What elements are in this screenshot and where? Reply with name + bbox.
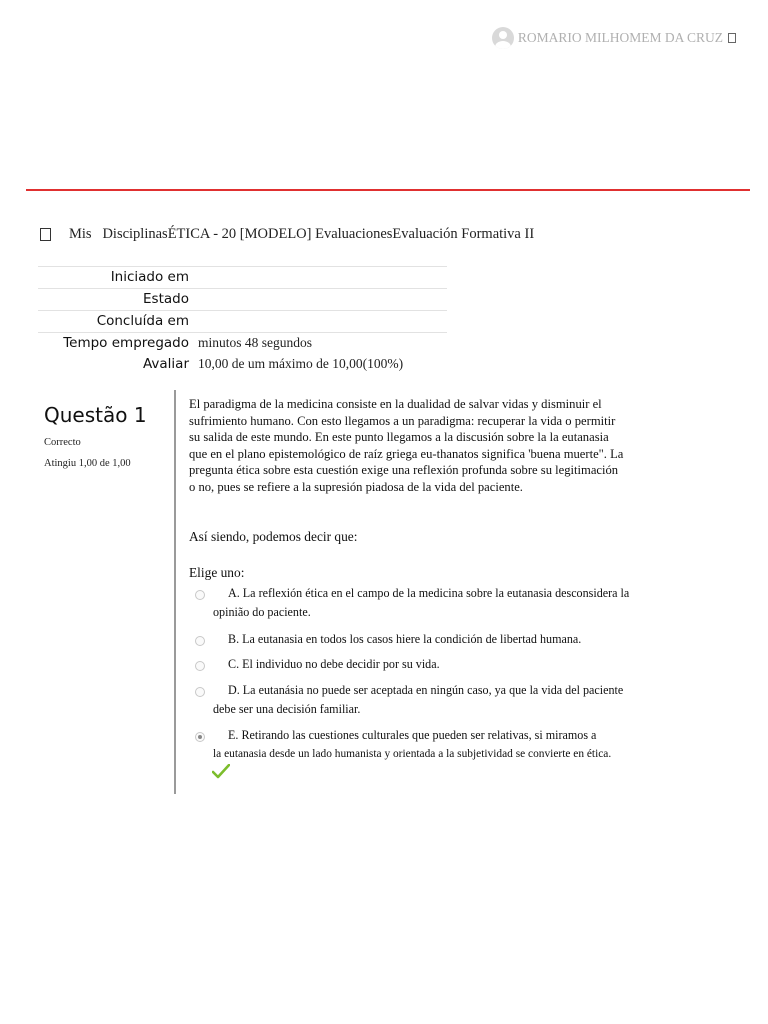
question-info bbox=[44, 403, 174, 469]
user-menu[interactable] bbox=[492, 27, 736, 49]
option-text: La eutanásia no puede ser aceptada en ningún caso, ya que la vida del paciente bbox=[242, 683, 624, 697]
option-text: Retirando las cuestiones culturales que pueden ser relativas, si miramos a bbox=[241, 728, 597, 742]
summary-value: 10,00 de um máximo de 10,00(100%) bbox=[198, 356, 404, 371]
check-icon bbox=[212, 764, 230, 780]
option-letter: D. bbox=[228, 683, 240, 697]
header-divider bbox=[26, 189, 750, 191]
summary-row-started bbox=[38, 266, 447, 288]
option-letter: B. bbox=[228, 632, 240, 646]
option-text-cont: la eutanasia desde un lado humanista y orientada a la subjetividad se convierte en ética. bbox=[213, 748, 612, 760]
breadcrumb-item-disciplinas[interactable]: Disciplinas bbox=[102, 226, 168, 242]
radio-button[interactable] bbox=[195, 636, 205, 646]
option-text: La reflexión ética en el campo de la medicina sobre la eutanasia desconsidera la bbox=[242, 586, 630, 600]
question-state: Correcto bbox=[44, 437, 81, 448]
avatar-icon bbox=[492, 27, 514, 49]
answer-option-b[interactable] bbox=[195, 630, 645, 649]
option-text: El individuo no debe decidir por su vida. bbox=[242, 657, 440, 671]
option-letter: C. bbox=[228, 657, 240, 671]
breadcrumb bbox=[40, 226, 534, 243]
summary-row-completed bbox=[38, 310, 447, 332]
nav-toggle-icon[interactable] bbox=[40, 228, 51, 241]
question-text: El paradigma de la medicina consiste en la dualidad de salvar vidas y disminuir el sufrimiento humano. Con esto llegamos a un paradigma: recuperar la vida o permitir su salida de este mundo. En este punto llegamos a la discusión sobre la la eutanasia que en el plano epistemológico de raíz griega eu-thanatos significa 'buena muerte". La pregunta ética sobre esta cuestión exige una reflexión profunda sobre su legitimación o no, pues se refiere a la supresión piadosa de la vida del paciente. bbox=[189, 397, 624, 494]
breadcrumb-item-mis[interactable]: Mis bbox=[69, 226, 92, 242]
summary-value: minutos 48 segundos bbox=[198, 335, 313, 350]
answer-option-c[interactable] bbox=[195, 655, 645, 674]
menu-toggle-icon[interactable] bbox=[728, 33, 736, 43]
choose-label: Elige uno: bbox=[189, 565, 245, 580]
option-letter: E. bbox=[228, 728, 239, 742]
summary-label: Concluída em bbox=[96, 313, 189, 329]
attempt-summary-table bbox=[38, 266, 447, 375]
summary-label: Iniciado em bbox=[110, 269, 189, 285]
answer-option-e[interactable] bbox=[195, 726, 645, 764]
radio-button[interactable] bbox=[195, 687, 205, 697]
summary-row-grade bbox=[38, 354, 447, 375]
summary-row-state bbox=[38, 288, 447, 310]
user-name: ROMARIO MILHOMEM DA CRUZ bbox=[517, 30, 723, 45]
radio-button[interactable] bbox=[195, 590, 205, 600]
question-divider bbox=[174, 390, 176, 794]
option-letter: A. bbox=[228, 586, 240, 600]
radio-button[interactable] bbox=[195, 661, 205, 671]
breadcrumb-item-course[interactable]: ÉTICA - 20 [MODELO] bbox=[167, 226, 312, 242]
question-number: Questão 1 bbox=[44, 403, 147, 427]
summary-label: Estado bbox=[143, 291, 189, 307]
option-text: La eutanasia en todos los casos hiere la condición de libertad humana. bbox=[242, 632, 582, 646]
option-text-cont: opinião do paciente. bbox=[213, 605, 311, 619]
answer-option-a[interactable] bbox=[195, 584, 645, 622]
breadcrumb-item-quiz[interactable]: Evaluación Formativa II bbox=[392, 226, 535, 242]
question-grade: Atingiu 1,00 de 1,00 bbox=[44, 458, 131, 469]
breadcrumb-item-evaluaciones[interactable]: Evaluaciones bbox=[315, 226, 393, 242]
summary-label: Tempo empregado bbox=[63, 335, 189, 351]
option-text-cont: debe ser una decisión familiar. bbox=[213, 702, 361, 716]
question-prompt: Así siendo, podemos decir que: bbox=[189, 529, 358, 544]
summary-label: Avaliar bbox=[142, 356, 189, 372]
answer-option-d[interactable] bbox=[195, 681, 645, 719]
summary-row-time-taken bbox=[38, 332, 447, 354]
radio-button-selected[interactable] bbox=[195, 732, 205, 742]
